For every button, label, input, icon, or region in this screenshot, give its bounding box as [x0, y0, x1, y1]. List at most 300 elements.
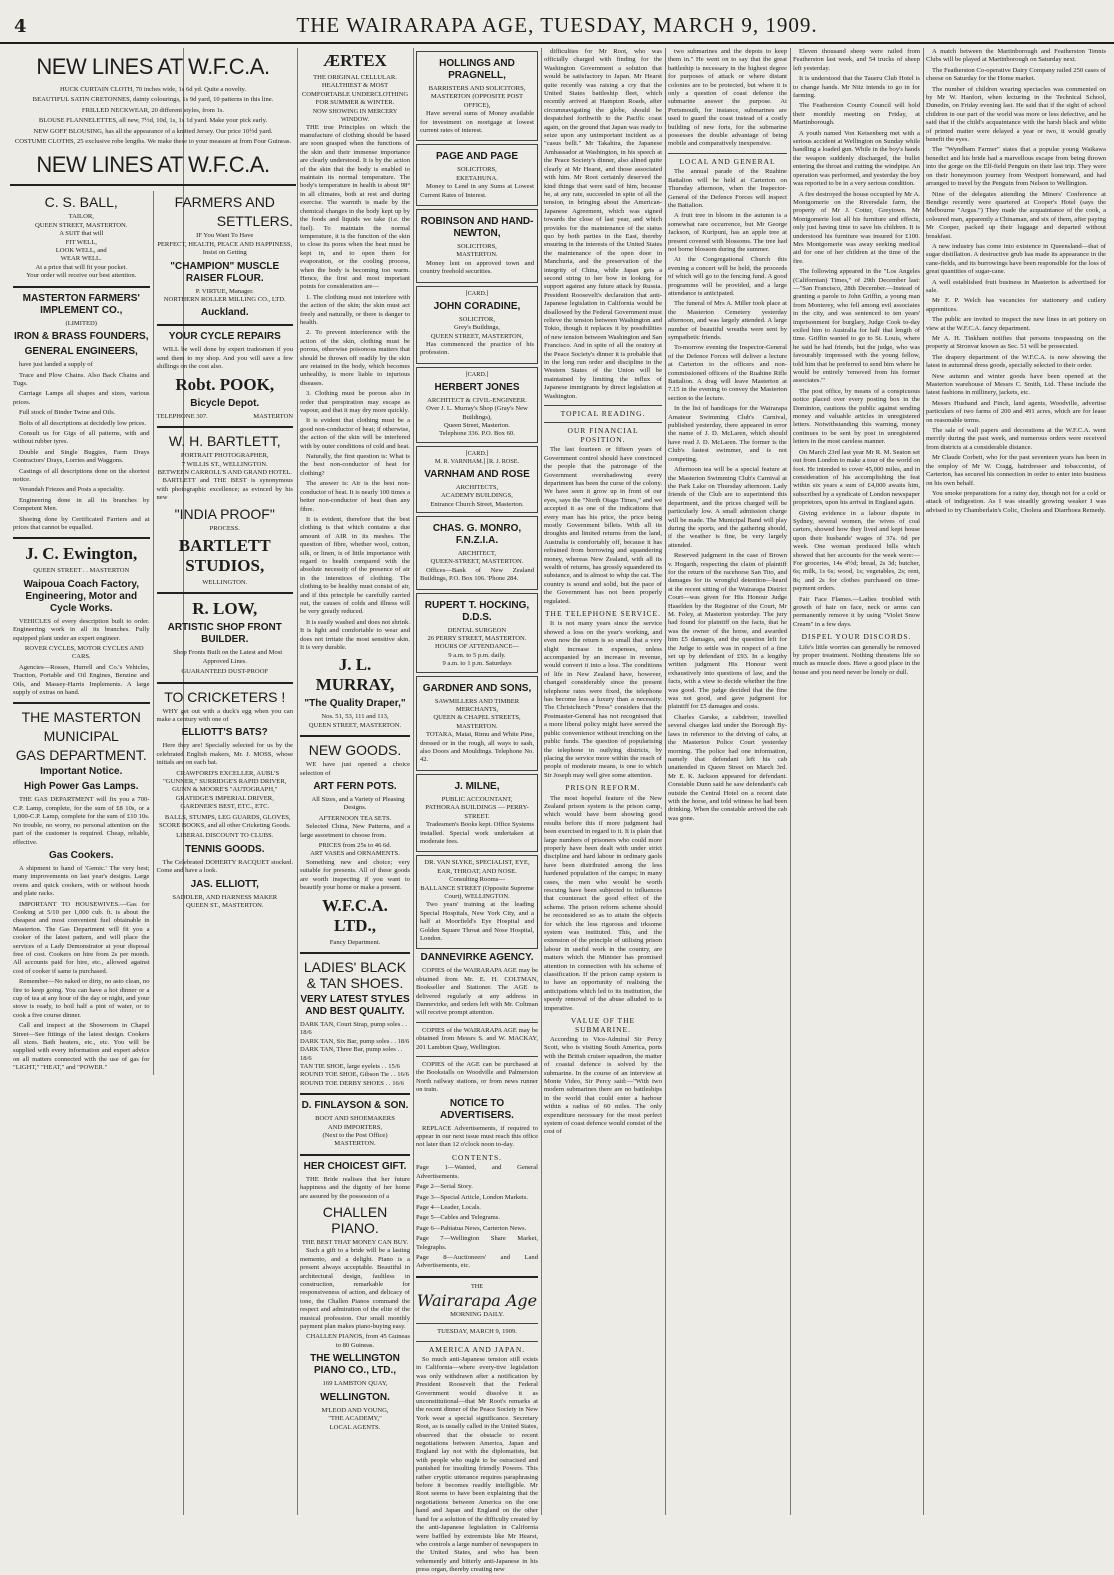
cricketers-bats: ELLIOTT'S BATS? [181, 727, 268, 739]
jones-line: ARCHITECT & CIVIL-ENGINEER. [427, 396, 527, 404]
telephone-para: It is not many years since the service showed a loss on the year's working, and even now the return is so small that a very slight increase in expenses, unless accompanied by an increase in revenue, would convert it into a loss. The conditions of life in New Zealand have, however, changed considerably since the present telephone rates were fixed, the telephone has become less a luxury than a necessity. The Christchurch "Press" considers that the Postmaster-General has not recognised that a more liberal policy might have served the public convenience without trenching on the public funds. The question of popularising the telephone in outlying districts, by placing the service more within the reach of people of moderate means, is one to which Sir Joseph may well give some attention. [544, 620, 662, 779]
news-para: The following appeared in the "Los Angeles (Californian) Times," of 29th December last:—"San Francisco, 28th December.—Instead of granting a parole to John Griffin, a young man from Monterey, who fell among evil associates in the city, and was sentenced to ten years' imprisonment for burglary, Judge Cook to-day exiled him to Australia for half that length of time. Griffin wanted to go to St. Louis, where he said he had friends, but the judge, who was favourably impressed with the young fellow, told him that he preferred to send him where he would be entirely 'removed from his former associates.'" [793, 268, 920, 385]
list-item: BEAUTIFUL SATIN CRETONNES, dainty colourings, 1s 9d yard, 10 patterns in this line. [32, 96, 274, 104]
flour-line: Insist on Getting [202, 249, 247, 257]
flour-line: P. VIRTUE, Manager. [195, 287, 254, 295]
telephone-heading: THE TELEPHONE SERVICE. [544, 609, 662, 618]
newgoods-line: ART VASES and ORNAMENTS. [310, 850, 400, 858]
ball-line: LOOK WELL, and [55, 247, 107, 255]
local-para: Afternoon tea will be a special feature at the Masterton Swimming Club's Carnival at the Park Lake on Thursday afternoon. Lady friends of the Club are to superintend this department, and the prices charged will be particularly low. A small admission charge will be made. The Municipal Band will play during the sports, and the gathering should, if the weather is fine, be very largely attended. [668, 466, 787, 549]
divider [157, 324, 294, 326]
varnham-line: M. R. VARNHAM.] [R. J. ROSE. [434, 457, 520, 465]
mfi-line: Shoeing done by Certificated Farriers and at prices that cannot be equalled. [13, 515, 150, 531]
gardner-line: SAWMILLERS AND TIMBER MERCHANTS, [434, 697, 520, 714]
wfca-list [10, 86, 296, 146]
mfi-line: Full stock of Binder Twine and Oils. [19, 409, 116, 417]
finlayson-line: (Next to the Post Office) [322, 1131, 388, 1139]
list-item: BLOUSE FLANNELETTES, all new, 7½d, 10d, 1s, 1s 1d yard. Make your pick early. [38, 117, 268, 125]
wellington: WELLINGTON. [202, 578, 248, 586]
ball-name: C. S. BALL, [44, 194, 118, 211]
divider [416, 1276, 538, 1278]
page-line: SOLICITORS, [457, 166, 497, 174]
column-rule [790, 48, 791, 1515]
contents-item: Page 4—Leader, Locals. [416, 1203, 481, 1211]
robinson-line: SOLICITORS, [457, 243, 497, 251]
cycle-line: WILL be well done by expert tradesmen if you send them to my shop. And you will save a few shillings on the cost also. [156, 346, 293, 371]
coradine-line: Has commenced the practice of his profession. [420, 340, 534, 357]
coradine-line: [CARD.] [465, 289, 489, 297]
column-4 [544, 48, 662, 1515]
divider [300, 1154, 410, 1156]
varnham-line: ARCHITECTS, [455, 483, 499, 491]
divider [300, 735, 410, 737]
challen-heading: CHALLEN PIANO. [322, 1204, 388, 1236]
paper-the: THE [470, 1282, 484, 1290]
divider [10, 184, 296, 186]
column-rule [665, 48, 666, 1515]
mfi-sub: IRON & BRASS FOUNDERS, [14, 331, 149, 343]
milne-line: PUBLIC ACCOUNTANT, [441, 795, 513, 803]
divider [416, 1323, 538, 1324]
news-para: Giving evidence in a labour dispute in Sydney, several women, the wives of coal carters, showed how they lived and kept house upon their husbands' wages of 37s. 6d per week. One woman produced bills which showed that her accounts for the week were:—For groceries, 14s 4½d; bread, 2s 3d; butcher, 6s; milk, 1s 6s; wood, 1s; vegetables, 2s; rent, 8s; and 2s for clothes purchased on time-payment orders. [793, 509, 920, 593]
hocking-line: 9 a.m. to 5 p.m. daily. [448, 651, 506, 659]
hocking-line: RUPERT T. HOCKING, D.D.S. [424, 599, 530, 623]
newgoods-line: WE have just opened a choice selection of [300, 761, 410, 777]
robinson-line: Money lent on approved town and country freehold securities. [420, 259, 534, 276]
rtex-para: Naturally, the first question is: What is the best non-conductor of heat for clothing? [300, 453, 410, 477]
monro-line: Offices—Bank of New Zealand Buildings, P.O. Box 106. 'Phone 284. [420, 566, 534, 583]
newgoods-heading: NEW GOODS. [308, 742, 402, 759]
news-para: You smoke preparations for a rainy day, though not for a cold or attack of indigestion. As I was steadily growing weaker I was advised to try Chamberlain's Colic, Cholera and Diarrhoea Remedy. [926, 489, 1106, 514]
divider [416, 1056, 538, 1057]
wpc-agents: M'LEOD AND YOUNG, [321, 1406, 389, 1414]
hollings-line: Have several sums of Money available for investment on mortgage at lowest current rates of interest. [420, 110, 534, 135]
column-5 [668, 48, 787, 1515]
prison-para: The most hopeful feature of the New Zealand prison system is the prison camp, which would have been showing good results before this if more judgment had been exercised in regard to it. It is plain that large numbers of prisoners who could more properly have been dealt with under strict discipline and hard labour in ordinary gaols have been distributed among the less hardened population of the camps; in many cases, the men who would be worth rescuing have been subjected to influences that counteract the good effect of the scheme. The prison reform scheme should be reconsidered so as to attain the objects for which the less rigorous and irksome system was instituted. This, and the extension of the principle of utilising prison labour in useful work in the country, are matters which the Minister has promised attention in connection with his scheme of classification. If the prison camp system is to have an opportunity of realising the anticipations which led to its institution, the speedy removal of the abuse alluded to is imperative. [544, 794, 662, 1012]
news-para: Fair Face Flames.—Ladies troubled with growth of hair on face, neck or arms can permanently remove it by using "Violet Snow Cream" in a few days. [793, 595, 920, 628]
pook-contact [157, 413, 294, 421]
gift-body: THE Bride realises that her future happiness and the dignity of her home are assured by the possession of a [300, 1175, 410, 1200]
page-title: THE WAIRARAPA AGE, TUESDAY, MARCH 9, 1909. [296, 13, 818, 37]
financial-heading: OUR FINANCIAL POSITION. [567, 426, 639, 444]
page-card [416, 144, 538, 206]
bartlett-trade: PORTRAIT PHOTOGRAPHER, [180, 452, 269, 460]
cricketers-tennis: TENNIS GOODS. [185, 843, 265, 855]
news-para: A new industry has come into existence in Queensland—that of sugar distillation. A destructive grub has made its appearance in the cane-fields, and its burrowings have been responsible for the loss of great quantities of sugar-cane. [926, 242, 1106, 276]
page-line: EKETAHUNA. [456, 174, 498, 182]
local-para: In the list of handicaps for the Wairarapa Amateur Swimming Club's Carnival, published yesterday, there appeared in error the name of J. D. McLaren, which should have read J. D. McLaren. The former is the Club's fastest swimmer, and is not competing. [668, 405, 787, 463]
wpc-agents-3: LOCAL AGENTS. [329, 1423, 381, 1431]
dannevirke-body: COPIES of the WAIRARAPA AGE may be obtained from Mr. E. H. COLTMAN, Bookseller and Stationer. The AGE is delivered regularly at any address in Dannevirke, and orders left with Mr. Coltman will receive prompt attention. [416, 967, 538, 1017]
finlayson-line: MASTERTON. [334, 1140, 376, 1148]
elliott-name: JAS. ELLIOTT, [190, 878, 259, 890]
hollings-line: HOLLINGS AND PRAGNELL, [439, 58, 515, 81]
divider [13, 286, 150, 288]
column-1 [10, 48, 296, 1515]
paper-date: TUESDAY, MARCH 9, 1909. [437, 1328, 517, 1336]
mfi-ltd: (LIMITED) [65, 319, 97, 327]
robinson-line: MASTERTON. [456, 251, 498, 259]
financial-para: The last fourteen or fifteen years of Government control should have convinced the people that the patronage of the Government overshadowing every department has been the curse of the colony. We have seen it grow up in front of our eyes, says the "North Otago Times," and we accepted it as one of the indications that every man has his price, the price being mostly Government billets. With all its droughts and limited returns from the land, Australia is comfortably off, because it has refrained from borrowing and squandering money, whereas New Zealand, with all its wealth of returns, has grossly squandered its substance, and is almost to whip the cat. The country is sound and solid, but the pace of the Government has not been properly regulated. [544, 446, 662, 605]
news-para: Messrs Husband and Finch, land agents, Woodville, advertise particulars of two farms of 200 and 491 acres, which are for lease on reasonable terms. [926, 399, 1106, 424]
ball-line: WEAR WELL. [60, 255, 102, 263]
coradine-line: Grey's Buildings, [454, 324, 500, 332]
coradine-line: JOHN CORADINE, [433, 300, 521, 312]
varnham-line: VARNHAM AND ROSE [424, 468, 530, 480]
ball-line: At a price that will fit your pocket. [35, 263, 128, 271]
leader-para: So much anti-Japanese tension still exists in California—where every-tive legislation was only withdrawn after a notification by President Roosevelt that the Federal Government would dissolve it as unconstitutional—that Mr Root's remarks at the recent dinner of the Peace Society in New York wear a special significance. Secretary Root, as is usually called in the United States, observed that the obstacle to recent negotiations between America, Japan and England lay not with the diplomatists, but with people who ought to be ostracised and punished for insulting friendly Powers. This rather cryptic utterance requires paraphrasing before it becomes readily intelligible. Mr Root seems to have been explaining that the negotiations between America on the one hand and Japan and England on the other hand for a solution of the difficulty created by the anti-Japanese legislation in California were baffled by extremists like Mr Hearst, who controls a large number of newspapers in the United States, and who has been vehemently and bitterly anti-Japanese in his press organ, thereby creating new [416, 1355, 538, 1574]
gas-line: Call and inspect at the Showroom in Chapel Street—See fittings of the latest design. Cookers all sizes. Bath heaters, etc., etc. You will be supplied with every information and expert advice on all matters connected with the use of gas for "LIGHT," "HEAT," and "POWER." [13, 1022, 150, 1072]
news-para: The drapery department of the W.F.C.A. is now showing the latest in autumnal dress goods, specially selected to their order. [926, 353, 1106, 370]
submarine-heading: VALUE OF THE SUBMARINE. [570, 1016, 636, 1034]
wpc-address: 169 LAMBTON QUAY, [322, 1380, 388, 1388]
mfi-line: Castings of all descriptions done on the shortest notice. [13, 467, 150, 483]
column-rule [297, 48, 298, 1515]
jones-card [416, 367, 538, 443]
ewington-line: ROVER CYCLES, MOTOR CYCLES AND CARS. [24, 645, 144, 661]
contents-item: Page 6—Pahiatua News, Carterton News. [416, 1224, 527, 1232]
news-para: Eleven thousand sheep were railed from Featherston last week, and 54 trucks of sheep left yesterday. [793, 48, 920, 72]
advertisers-body: REPLACE Advertisements, if required to appear in our next issue must reach this office not later than 12 o'clock noon to-day. [416, 1124, 538, 1149]
ball-line: A SUIT that will [59, 230, 104, 238]
contents-item: Page 1—Wanted, and General Advertisements. [416, 1164, 538, 1180]
news-para: On March 23rd last year Mr R. M. Seaton set out from London to make a tour of the world on foot. He intended to cover 45,000 miles, and in consideration of his accomplishing the feat within six years a sum of £4,000 awaits him, subscribed by a syndicate of London newspaper proprietors, upon his arrival in England again. [793, 448, 920, 507]
challen-para: Such a gift to a bride will be a lasting memento, and a delight. Piano is a present always acceptable. Beautiful in architectural design, faultless in construction, remarkable for responsiveness of action, and delicacy of tone, the Challen Pianos command the respect and admiration of the elite of the musical profession. Our small monthly payment plan makes piano-buying easy. [300, 1247, 410, 1331]
rtex-para: The answer is: Air is the best non-conductor of heat. It is nearly 100 times a better non-conductor of heat than any fibre. [300, 480, 410, 513]
robinson-card [416, 209, 538, 283]
bartlett-studios: BARTLETT STUDIOS, [178, 535, 271, 575]
gas-heading: THE MASTERTON [21, 709, 141, 726]
mfi-name: MASTERTON FARMERS' IMPLEMENT CO., [22, 292, 140, 316]
local-para: The funeral of Mrs A. Miller took place at the Masterton Cemetery yesterday afternoon, and was largely attended. A large number of beautiful wreaths were sent by sympathetic friends. [668, 300, 787, 341]
divider [157, 592, 294, 594]
news-para: A youth named Von Keisenberg met with a serious accident at Wellington on Sunday while handling a loaded gun. While in the boy's hands the weapon suddenly discharged, the bullet entering the throat and cutting the windpipe. An operation was performed, and yesterday the boy was reported to be in a very serious condition. [793, 129, 920, 188]
local-para: At the Congregational Church this evening a concert will be held, the proceeds of which will go to the fencing fund. A good programme will be provided, and a large attendance is anticipated. [668, 256, 787, 297]
list-item: NEW GOFF BLOUSING, has all the appearance of a knitted Jersey. Our price 10½d yard. [33, 127, 273, 135]
list-item: COSTUME CLOTHS, 25 exclusive robe lengths. We make these to your measure at from Four Guineas. [14, 138, 292, 146]
murray-slogan: "The Quality Draper," [304, 698, 406, 710]
submarine-para: According to Vice-Admiral Sir Percy Scott, who is visiting South America, ports with the British cruiser squadron, the matter of coastal defence is solved by the submarine. In the course of an interview at Monte Video, Sir Percy said:—"With two modern submarines there are no battleships in the world that could enter a harbour within a radius of 60 miles. The only expenditure necessary for the most perfect system of coast defence would consist of the cost of [544, 1035, 662, 1136]
local-heading: LOCAL AND GENERAL [679, 156, 776, 166]
jones-line: [CARD.] [465, 370, 489, 378]
bartlett-between: BETWEEN CARROLL'S AND GRAND HOTEL. [157, 468, 292, 476]
local-para: Reserved judgment in the case of Brown v. Hogarth, respecting the claim of plaintiff for the return of the racehorse San Tito, and damages for its wrongful detention—heard at the recent sitting of the Wairarapa District Court—was given for His Honour Judge Haselden by the Registrar of the Court, Mr M. Foley, at Masterton yesterday. The jury had found for plaintiff on the facts, that he was the owner of the horse, and awarded him £5 damages, and the question left for the Judge to settle was in respect of a fine set up by defendant of £93. In a lengthy written judgment His Honour went exhaustively into questions of law, and the facts, with a view to decide whether the fine was good. The judge decided that the fine was not good, and gave judgment for plaintiff for £5 damages and costs. [668, 552, 787, 711]
hollings-card [416, 51, 538, 141]
slyke-line: Consulting Rooms— [449, 876, 505, 884]
monro-line: CHAS. G. MONRO, F.N.Z.I.A. [432, 522, 522, 546]
mfi-sub-2: GENERAL ENGINEERS, [24, 346, 138, 358]
bartlett-name: W. H. BARTLETT, [168, 433, 281, 450]
low-name: R. LOW, [192, 599, 258, 619]
column-rule [923, 48, 924, 1515]
hocking-card [416, 593, 538, 673]
column-7 [926, 48, 1106, 1515]
news-para: Life's little worries can generally be removed by proper treatment. Nothing threatens life so much as muscle does. Have a good place in the house and you need never be lonely or dull. [793, 643, 920, 676]
jones-line: Over J. L. Murray's Shop (Gray's New Buildings), [426, 405, 528, 421]
challen-para: CHALLEN PIANOS, from 45 Guineas to 80 Guineas. [306, 1333, 410, 1349]
monro-line: ARCHITECT, [457, 549, 497, 557]
murray-name: J. L. MURRAY, [315, 655, 395, 695]
coradine-line: QUEEN STREET, MASTERTON, [430, 332, 524, 340]
jones-line: Telephone 336. P.O. Box 60. [439, 430, 515, 438]
divider [300, 952, 410, 954]
slyke-line: DR. VAN SLYKE, SPECIALIST, EYE, EAR, THROAT, AND NOSE. [424, 859, 530, 875]
news-para: A match between the Martinborough and Featherston Tennis Clubs will be played at Martinborough on Saturday next. [926, 48, 1106, 64]
advertisers-heading: NOTICE TO ADVERTISERS. [440, 1097, 514, 1121]
divider [544, 422, 662, 423]
paper-name: Wairarapa Age [416, 1290, 538, 1310]
gardner-line: TOTARA, Matai, Rimu and White Pine, dressed or in the rough, all ways to sash, also Doors and Mouldings. Telephone No. 42. [420, 731, 534, 764]
pook-name: Robt. POOK, [175, 374, 275, 394]
column-rule [413, 48, 414, 1515]
cricketers-line: LIBERAL DISCOUNT TO CLUBS. [176, 832, 274, 840]
rtex-para: 2. To prevent interference with the action of the skin, clothing must be porous, otherwise poisonous matters that should be thrown off readily by the skin are retained in the body, which becomes unhealthy, is more liable to injurious diseases. [300, 329, 410, 387]
hollings-line: MASTERTON (OPPOSITE POST OFFICE), [430, 93, 524, 109]
pook-telephone: TELEPHONE 307. [156, 412, 208, 420]
ball-trade: TAILOR, [68, 213, 94, 221]
masthead [0, 0, 1114, 44]
mfi-line: Carriage Lamps all shapes and sizes, various prices. [13, 390, 150, 406]
shoes-item: DARK TAN, Six Bar, pump soles . . 18/6 [300, 1037, 410, 1045]
milne-line: PATHORAA BUILDINGS — PERRY-STREET. [425, 804, 529, 820]
news-para: New autumn and winter goods have been opened at the Masterton warehouse of Messrs C. Smith, Ltd. These include the latest fashions in millinery, jackets, etc. [926, 372, 1106, 397]
ewington-name: J. C. Ewington, [25, 544, 138, 564]
news-para: The "Wyndham Farmer" states that a popular young Waikawa benedict and his bride had a marvellous escape from being thrown into the gorge on the Elf-field Penguin on their last trip. They were on their honeymoon journey from Westport homeward, and had arranged to travel by the Penguin from Nelson to Wellington. [926, 146, 1106, 188]
contents-item: Page 7—Wellington Share Market, Telegraphs. [416, 1235, 538, 1251]
newgoods-line: PRICES from 25s to 46 6d. [318, 842, 392, 850]
hocking-line: DENTAL SURGEON [447, 626, 507, 634]
milne-line: J. MILNE, [454, 780, 500, 792]
rtex-sub-3: NOW SHOWING IN MERCERY WINDOW. [312, 107, 398, 123]
fancy-department: Fancy Department. [329, 938, 381, 946]
slyke-line: BALLANCE STREET (Opposite Supreme Court), WELLINGTON. [420, 884, 534, 900]
news-para: Mr Claude Corbett, who for the past seventeen years has been in the employ of Mr W. Cragg, hairdresser and tobacconist, of Carterton, has secured his connection in order to enter into business on his own behalf. [926, 454, 1106, 487]
jones-line: Queen Street, Masterton. [444, 421, 510, 429]
murray-address-2: QUEEN STREET, MASTERTON. [308, 721, 402, 729]
monro-card [416, 516, 538, 590]
challen-sub: THE BEST THAT MONEY CAN BUY. [301, 1239, 409, 1246]
elliott-address: QUEEN ST., MASTERTON. [185, 902, 264, 910]
gardner-line: QUEEN & CHAPEL STREETS, MASTERTON. [433, 714, 521, 730]
finlayson-name: D. FINLAYSON & SON. [301, 1100, 409, 1112]
hocking-line: 9 a.m. to 1 p.m. Saturdays [442, 660, 512, 668]
ball-address: QUEEN STREET, MASTERTON. [35, 221, 128, 229]
news-para: The Featherston County Council will hold their monthly meeting on Friday, at Martinborough. [793, 102, 920, 127]
hollings-line: BARRISTERS AND SOLICITORS, [428, 85, 526, 92]
flour-line: PERFECT, HEALTH, PEACE AND HAPPINESS, [157, 240, 293, 248]
cricketers-line: Here they are! Specially selected for us by the celebrated English makers, Mr. J. MOSS, whose initials are on each bat. [156, 742, 293, 767]
low-line: GUARANTEED DUST-PROOF [181, 668, 269, 676]
mfi-line: Bolts of all descriptions at decidedly low prices. [19, 419, 147, 427]
newgoods-line: Selected China, New Patterns, and a large assortment to choose from. [300, 823, 410, 839]
low-trade: ARTISTIC SHOP FRONT BUILDER. [167, 622, 282, 646]
gas-line: IMPORTANT TO HOUSEWIVES.—Gas for Cooking at 5/10 per 1,000 cub. ft. is about the cheapest and most convenient fuel obtainable in Masterton. The Gas Department will fit you a cooker of the latest pattern, and will place the services of a Lady Demonstrator at your disposal free of cost. Cookers on hire from 2s per month. All accounts paid for hire, etc., allowed against cost of cooker if same is purchased. [13, 900, 150, 975]
hocking-line: 26 PERRY STREET, MASTERTON. [427, 635, 527, 642]
rtex-para: It is evident, therefore that the best clothing is that which contains a due amount of AIR in its meshes. The question of fibre, whether wool, cotton, silk, or linen, is of little importance with regard to health compared with the absolute necessity of the presence of air in the interstices of clothing. The clothing to be healthy must consist of air, and if this principle be carefully carried out, the causes of colds and illness will be very greatly reduced. [300, 515, 410, 616]
topical-heading: TOPICAL READING. [560, 409, 646, 419]
milne-line: Tradesmen's Books kept. Office Systems installed. Special work undertaken at moderate fees. [420, 821, 534, 845]
column-rule [541, 48, 542, 1515]
mfi-line: have just landed a supply of [19, 361, 93, 369]
contents-item: Page 2—Serial Story. [416, 1183, 473, 1191]
low-line: Shop Fronts Built on the Latest and Most Approved Lines. [173, 649, 283, 665]
submarine-continued: two submarines and the depots to keep them in." He went on to say that the great battleship is necessary in the highest degree for purposes of attack or where distant colonies are to be protected, but where it is only a question of coast defence the submarine answer the purpose. At Portsmouth, for instance, submarines are used to guard the coast instead of a costly building of new forts, for the submarine possesses the double advantage of being mobile and comparatively inexpensive. [668, 48, 787, 148]
leader-heading: AMERICA AND JAPAN. [428, 1344, 526, 1354]
mackay-body: COPIES of the WAIRARAPA AGE may be obtained from Messrs S. and W. MACKAY, 201 Lambton Quay, Wellington. [416, 1026, 538, 1051]
gas-line: Remember—No naked or dirty, no asto clean, no fire to keep going. You can have a hot dinner or a cup of tea at any hour of the day or night, and your stove is ready, to boil half a pint of water, or to cook a five course dinner. [13, 978, 150, 1019]
milne-card [416, 774, 538, 852]
divider [13, 702, 150, 704]
contents-item: Page 8—Auctioneers' and Land Advertisements, etc. [416, 1253, 538, 1270]
ewington-line: Agencies—Rosses, Hurrell and Co.'s Vehicles, Traction, Portable and Oil Engines, Benzine and Oils, and Massey-Harris Implements. A large supply of extras on hand. [13, 663, 150, 697]
murray-address: Nos. 51, 53, 111 and 113, [321, 713, 389, 721]
cricketers-line: CRAWFORD'S EXCELLER, AUBL'S "GUNNER," SURRIDGE'S RAPID DRIVER, GUNN & MOORE'S "AUTOGRAPH," GRATIDGE'S IMPERIAL DRIVER, GARDNER'S BEST, ETC., ETC. [163, 769, 287, 811]
wfca-heading-2: NEW LINES AT W.F.C.A. [36, 152, 270, 178]
bartlett-address: 7 WILLIS ST., WELLINGTON. [181, 460, 268, 468]
column-2 [300, 48, 410, 1515]
flour-line: IF You Want To Have [196, 232, 254, 240]
jones-line: HERBERT JONES [434, 381, 520, 393]
rtex-sub: THE ORIGINAL CELLULAR. [313, 74, 397, 81]
varnham-card [416, 446, 538, 513]
ad-pair [10, 191, 296, 1074]
news-para: The public are invited to inspect the new lines in art pottery on view at the W.F.C.A. fancy department. [926, 316, 1106, 332]
contents-item: Page 5—Cables and Telegrams. [416, 1214, 501, 1222]
ewington-address: QUEEN STREET . . MASTERTON [33, 567, 130, 575]
news-para: Mr A. H. Tinkham notifies that persons trespassing on the property at Stronvar known as Sec. 51 will be prosecuted. [926, 335, 1106, 351]
cricketers-line: The Celebrated DOHERTY RACQUET stocked. Come and have a look. [156, 858, 293, 875]
wfca-heading: NEW LINES AT W.F.C.A. [36, 54, 270, 79]
ewington-line: VEHICLES of every description built to order. Engineering work in all its branches. Fully equipped plant under an expert engineer. [13, 617, 150, 642]
shoes-item: ROUND TOE DERBY SHOES . . 16/6 [300, 1079, 404, 1087]
cricketers-line: WHY get out with a duck's egg when you can make a century with one of [156, 707, 293, 723]
gardner-line: GARDNER AND SONS, [422, 682, 532, 694]
local-para: Charles Garske, a cabdriver, travelled several charges laid under the Borough By-laws in reference to the driving of cabs, at the Masterton Police Court yesterday morning. The police had one information, namely that defendant left his cab unattended in Queen Street on March 3rd. Mr E. K. Jackson appeared for defendant. Constable Dunn said he saw defendant's cab outside the Central Hotel on a recent date with the horse, and told witness he had been drinking. When the constable arrived the cab was gone. [668, 713, 787, 822]
news-para: A fire destroyed the house occupied by Mr A. Montgomerie on the Riversdale farm, the property of Mr J. Cotter, Greytown. Mr Montgomerie lost all his furniture and effects, only just having time to save his children. It is understood his furniture was insured for £100. Mrs Montgomerie was away seeking medical aid for one of her children at the time of the fire. [793, 190, 920, 265]
rtex-heading: ÆRTEX [323, 51, 387, 70]
varnham-line: [CARD.] [465, 449, 489, 457]
shoes-item: DARK TAN, Court Strap, pump soles . . 18/6 [300, 1020, 407, 1037]
coradine-card [416, 286, 538, 364]
farmers-heading: FARMERS AND [174, 194, 275, 211]
discords-heading: DISPEL YOUR DISCORDS. [801, 632, 912, 642]
divider [300, 1093, 410, 1095]
column-3 [416, 48, 538, 1574]
wpc-city: WELLINGTON. [320, 1391, 390, 1403]
process: PROCESS. [209, 524, 240, 532]
list-item: FRILLED NECKWEAR, 20 different styles, from 1s. [81, 106, 225, 114]
rtex-para: It is easily washed and does not shrink. It is light and comfortable to wear and does not irritate the most sensitive skin. It is very durable. [300, 618, 410, 651]
monro-line: QUEEN-STREET, MASTERTON. [430, 558, 524, 566]
divider [416, 1022, 538, 1023]
divider [13, 537, 150, 539]
rtex-para: It is evident that clothing must be a good non-conductor of heat; if otherwise, the action of the skin will be interfered with by outer conditions of cold and heat. [300, 417, 410, 450]
ball-line: FIT WELL, [65, 238, 97, 246]
slyke-card [416, 855, 538, 949]
mfi-line: Double and Single Buggies, Farm Drays Contractors' Drays, Lorries and Waggons. [13, 448, 150, 465]
news-para: A well established fruit business in Masterton is advertised for sale. [926, 278, 1106, 294]
divider [157, 682, 294, 684]
page-line: PAGE AND PAGE [435, 151, 519, 163]
gas-heading: GAS DEPARTMENT. [15, 747, 147, 764]
local-para: To-morrow evening the Inspector-General of the Defence Forces will deliver a lecture at Carterton to the officers and non-commissioned officers of the Ruahine Rifle Battalion. A drag will leave Masterton at 7.15 in the evening to convey the Masterton section to the lecture. [668, 344, 787, 402]
newgoods-line: Something new and choice; very suitable for presents. All of these goods are worth inspecting if you want to beautify your home or make a present. [300, 858, 410, 892]
newgoods-line: AFTERNOON TEA SETS. [318, 814, 392, 822]
divider [416, 1341, 538, 1342]
ball-line: Your order will receive our best attention. [26, 272, 137, 280]
cricketers-line: BALLS, STUMPS, LEG GUARDS, GLOVES, SCORE BOOKS, and all other Cricketing Goods. [158, 813, 291, 830]
shoes-heading: LADIES' BLACK & TAN SHOES. [303, 958, 407, 991]
gas-cookers: Gas Cookers. [49, 849, 114, 861]
shoes-item: ROUND TOE SHOE, Gibson Tie . . 16/6 [300, 1071, 409, 1079]
news-para: Mr F. P. Welch has vacancies for stationery and cutlery apprentices. [926, 297, 1106, 313]
finlayson-line: AND IMPORTERS, [327, 1123, 383, 1131]
divider [668, 153, 787, 154]
hocking-line: HOURS OF ATTENDANCE— [435, 643, 519, 651]
mfi-line: Verandah Friezes and Posts a speciality. [19, 486, 125, 494]
divider [157, 426, 294, 428]
mfi-line: Trace and Plow Chains. Also Back Chains and Tugs. [13, 371, 150, 387]
contents-heading: CONTENTS. [451, 1152, 503, 1162]
india-proof: "INDIA PROOF" [174, 505, 275, 522]
column-6 [793, 48, 920, 1515]
rtex-para: 1. The clothing must not interfere with the action of the skin; the skin must act freely and naturally, or there is danger to health. [300, 293, 410, 326]
news-para: It is understood that the Taueru Club Hotel is to change hands. Mr Nitz intends to go in for farming. [793, 75, 920, 100]
news-para: The number of children wearing spectacles was commented on by Mr W. Hanfort, when lecturing in the Technical School, Dunedin, on Friday evening last. He said that if the sight of school children in our part of the world was more or less defective, and he said that if the child's acquaintance with the harsh black and white of printed matter were delayed a year or two, it would greatly benefit the eyes. [926, 85, 1106, 144]
bartlett-line: BARTLETT and THE BEST is synonymous with photographic excellence; as evinced by his new [156, 477, 293, 502]
mfi-line: Engineering done in all its branches by Competent Men. [13, 496, 150, 513]
cycle-heading: YOUR CYCLE REPAIRS [168, 331, 281, 343]
gas-line: THE GAS DEPARTMENT will fix you a 700-C.P. Lamp, complete, for the sum of £8 10s, or a 1,000-C.P. Lamp, complete for the sum of £10 10s. No trouble, no worry, no personal attention on the part of the customer is required. Cheap, reliable, effective. [13, 796, 150, 846]
elliott-trade: SADDLER, AND HARNESS MAKER [172, 893, 278, 901]
flour-city: Auckland. [200, 307, 249, 319]
news-para: Nine of the delegates attending the Miners' Conference at Bendigo recently were quartered at Cooper's Hotel (says the Melbourne "Argus.") They made the acquaintance of the cook, a coloured man, apparently a Chinaman, and six of them, after paying Mr Cooper, packed up their luggage and departed without breakfast. [926, 190, 1106, 240]
list-item: HUCK CURTAIN CLOTH, 70 inches wide, 1s 6d yd. Quite a novelty. [60, 86, 246, 93]
divider [544, 405, 662, 406]
shoes-item: DARK TAN, Three Bar, pump soles . . 18/6 [300, 1046, 403, 1062]
news-para: The Featherston Co-operative Dairy Company railed 250 cases of cheese on Saturday for the Home market. [926, 66, 1106, 83]
prison-heading: PRISON REFORM. [565, 783, 641, 793]
newgoods-line: All Sizes, and a Variety of Pleasing Designs. [311, 796, 405, 812]
contents-item: Page 3—Special Article, London Markets. [416, 1193, 529, 1201]
rtex-sub-2: HEALTHIEST & MOST COMFORTABLE UNDERCLOTHING FOR SUMMER & WINTER. [301, 82, 409, 107]
shoes-sub: VERY LATEST STYLES AND BEST QUALITY. [300, 993, 410, 1017]
slyke-line: Two years' training at the leading Special Hospitals, New York City, and a half at Moorfield's Eye Hospital and Golden Square Throat and Nose Hospital, London. [420, 901, 534, 942]
local-para: A fruit tree in bloom in the autumn is a somewhat rare occurrence, but Mr George Jackson, of Kuripuni, has an apple tree at present covered with blossoms. The tree had not borne blossom during the summer. [668, 212, 787, 253]
gas-heading: MUNICIPAL [43, 728, 119, 745]
robinson-line: ROBINSON AND HAND-NEWTON, [420, 216, 534, 240]
varnham-line: ACADEMY BUILDINGS, [441, 492, 513, 500]
flour-line: NORTHERN ROLLER MILLING CO., LTD. [163, 296, 286, 304]
finlayson-line: BOOT AND SHOEMAKERS [315, 1115, 395, 1123]
ewington-sub: Waipoua Coach Factory, Engineering, Motor and Cycle Works. [23, 578, 140, 614]
local-para: The annual parade of the Ruahine Battalion will be held at Carterton on Thursday afternoon, when the Inspector-General of the Defence Forces will inspect the Battalion. [668, 168, 787, 209]
mfi-line: Consult us for Gigs of all patterns, with and without rubber tyres. [13, 429, 150, 446]
varnham-line: Entrance Church Street, Masterton. [430, 500, 524, 508]
dannevirke-heading: DANNEVIRKE AGENCY. [420, 952, 534, 964]
gas-notice: Important Notice. [40, 766, 123, 778]
shoes-item: TAN TIE SHOE, large eyelets . . 15/6 [300, 1062, 400, 1070]
wpc-name: THE WELLINGTON PIANO CO., LTD., [310, 1353, 400, 1377]
wpc-agents-2: "THE ACADEMY," [328, 1415, 382, 1423]
page-number: 4 [14, 16, 27, 37]
wfca-ltd: W.F.C.A. LTD., [322, 895, 388, 935]
cricketers-heading: TO CRICKETERS ! [164, 688, 286, 705]
page-line: Money to Lend in any Sums at Lowest Current Rates of Interest. [420, 183, 534, 199]
paper-daily: MORNING DAILY. [450, 1310, 504, 1318]
featherston-body: COPIES of the AGE can be purchased at the Bookstalls on Woodville and Palmerston North railway stations, or from news runner on train. [416, 1061, 538, 1094]
gardner-card [416, 676, 538, 771]
